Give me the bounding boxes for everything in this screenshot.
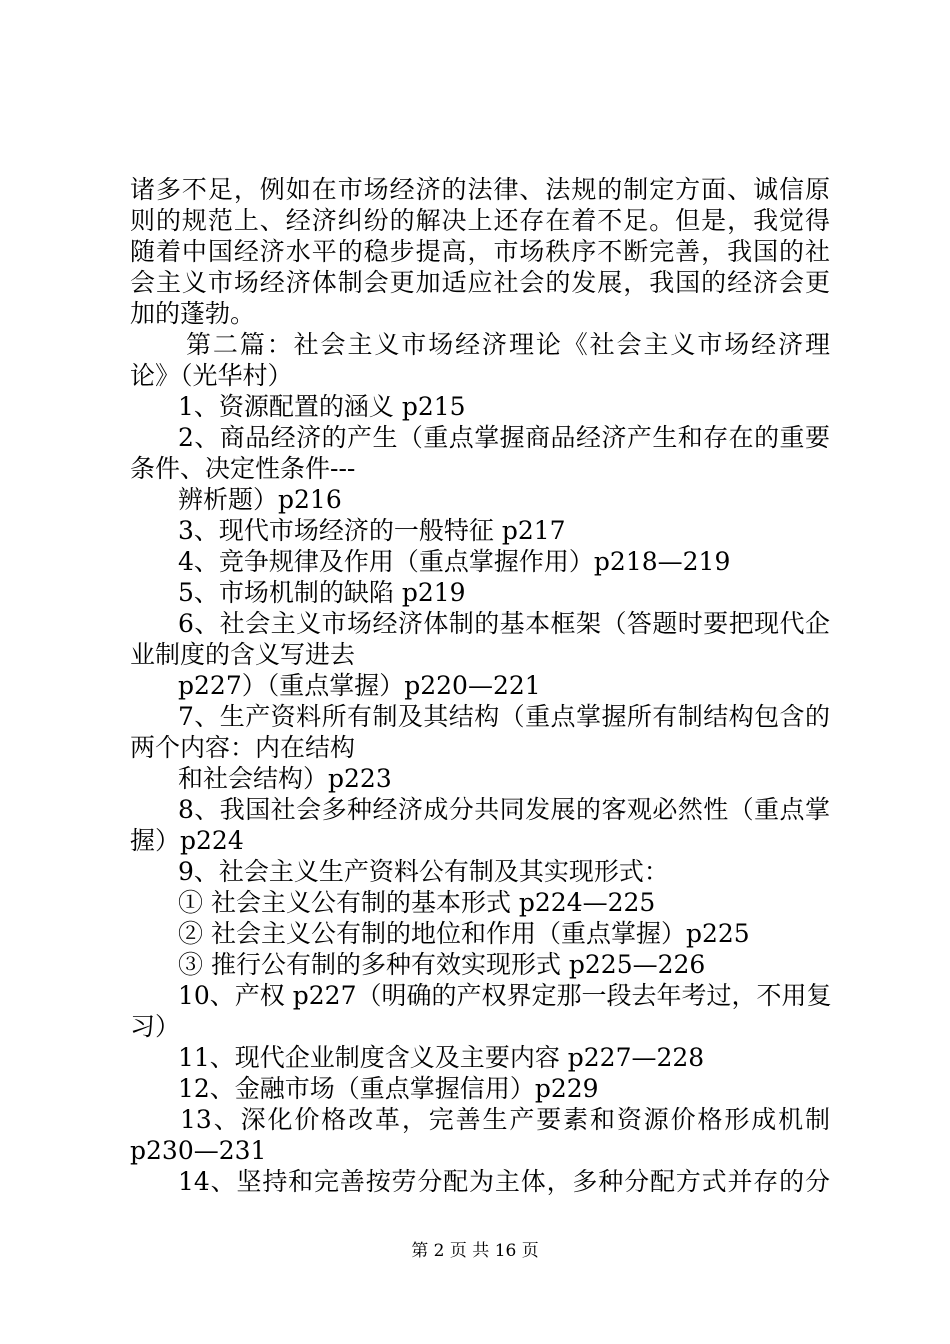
text-line: ② 社会主义公有制的地位和作用（重点掌握）p225 [178, 919, 750, 948]
text-line: p227）（重点掌握）p220—221 [178, 671, 541, 700]
text-line: 论》（光华村） [130, 361, 293, 390]
page-footer: 第 2 页 共 16 页 [411, 1241, 539, 1261]
text-line: 握）p224 [130, 826, 244, 855]
text-line: 4、竞争规律及作用（重点掌握作用）p218—219 [178, 547, 731, 576]
text-line: 10、产权 p227（明确的产权界定那一段去年考过，不用复 [178, 981, 832, 1010]
text-line: 14、坚持和完善按劳分配为主体，多种分配方式并存的分 [178, 1167, 830, 1196]
text-line: 随着中国经济水平的稳步提高，市场秩序不断完善，我国的社 [130, 237, 830, 266]
text-line: 8、我国社会多种经济成分共同发展的客观必然性（重点掌 [178, 795, 830, 824]
document-body [130, 174, 830, 1197]
text-line: 加的蓬勃。 [130, 299, 256, 328]
text-line: 条件、决定性条件--- [130, 454, 356, 483]
text-line: 1、资源配置的涵义 p215 [178, 392, 466, 421]
text-line: 9、社会主义生产资料公有制及其实现形式： [178, 857, 669, 886]
text-line: 2、商品经济的产生（重点掌握商品经济产生和存在的重要 [178, 423, 830, 452]
text-line: 6、社会主义市场经济体制的基本框架（答题时要把现代企 [178, 609, 830, 638]
text-line: 则的规范上、经济纠纷的解决上还存在着不足。但是，我觉得 [130, 206, 830, 235]
text-line: 3、现代市场经济的一般特征 p217 [178, 516, 566, 545]
text-line: ③ 推行公有制的多种有效实现形式 p225—226 [178, 950, 706, 979]
text-line: 会主义市场经济体制会更加适应社会的发展，我国的经济会更 [130, 268, 830, 297]
text-line: p230—231 [130, 1136, 267, 1165]
text-line: ① 社会主义公有制的基本形式 p224—225 [178, 888, 656, 917]
text-line: 第二篇：社会主义市场经济理论《社会主义市场经济理 [186, 330, 830, 359]
text-line: 习） [130, 1012, 181, 1041]
text-line: 5、市场机制的缺陷 p219 [178, 578, 466, 607]
text-line: 和社会结构）p223 [178, 764, 392, 793]
text-line: 诸多不足，例如在市场经济的法律、法规的制定方面、诚信原 [130, 175, 830, 204]
text-line: 12、金融市场（重点掌握信用）p229 [178, 1074, 599, 1103]
text-line: 辨析题）p216 [178, 485, 342, 514]
text-line: 两个内容：内在结构 [130, 733, 356, 762]
text-line: 11、现代企业制度含义及主要内容 p227—228 [178, 1043, 705, 1072]
text-line: 7、生产资料所有制及其结构（重点掌握所有制结构包含的 [178, 702, 830, 731]
text-line: 13、深化价格改革，完善生产要素和资源价格形成机制 [180, 1105, 830, 1134]
text-line: 业制度的含义写进去 [130, 640, 356, 669]
